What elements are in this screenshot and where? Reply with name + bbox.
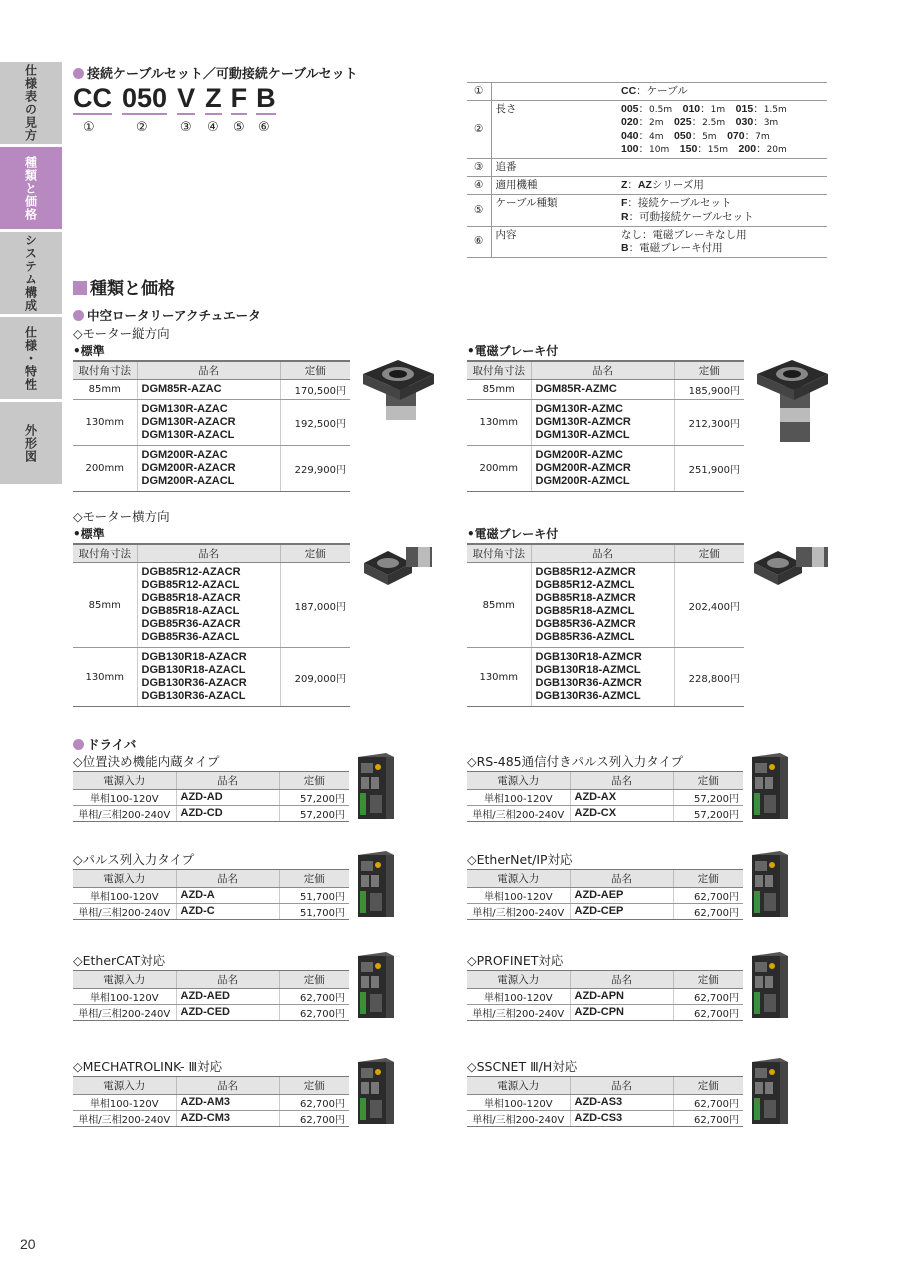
column-header: 品名: [176, 971, 279, 989]
driver-type-title: ◇MECHATROLINK- Ⅲ対応: [73, 1059, 223, 1074]
model-name: AZD-AEP: [570, 888, 673, 904]
model-name: DGB130R18-AZACL: [141, 664, 246, 676]
table-row: [467, 563, 744, 648]
column-header: 電源入力: [73, 1077, 176, 1095]
mount-size: 85mm: [467, 380, 531, 400]
model-name: DGB85R36-AZMCL: [535, 631, 635, 643]
table-header: [73, 1077, 349, 1095]
spec-value: CC：ケーブル: [617, 83, 827, 101]
model-name: DGB85R18-AZMCL: [535, 605, 635, 617]
model-name: AZD-AS3: [570, 1095, 673, 1111]
driver-type-title: ◇パルス列入力タイプ: [73, 852, 195, 867]
driver-type-title: ◇SSCNET Ⅲ/H対応: [467, 1059, 578, 1074]
vert-brake-label: •電磁ブレーキ付: [467, 344, 559, 358]
code-num-2: ②: [136, 120, 148, 135]
spec-value: なし：電磁ブレーキなし用 B：電磁ブレーキ付用: [617, 226, 827, 257]
model-name: DGM200R-AZMCL: [535, 475, 630, 487]
model-name: AZD-AX: [570, 790, 673, 806]
price: 185,900円: [674, 380, 744, 400]
driver-table: [467, 970, 743, 1021]
table-row: [73, 648, 350, 707]
spec-key: 適用機種: [491, 177, 617, 195]
code-part-v: V: [177, 84, 195, 115]
model-name: DGB85R12-AZACR: [141, 566, 241, 578]
table-header: [73, 772, 349, 790]
table-row: [467, 790, 743, 806]
model-names: [531, 380, 674, 400]
column-header: 品名: [137, 361, 280, 380]
driver-photo: [750, 849, 790, 919]
section-title: 種類と価格: [73, 274, 175, 299]
model-name: DGB85R18-AZACL: [141, 605, 240, 617]
horiz-brake-table: [467, 543, 744, 707]
sidebar-tab-system[interactable]: システム構成: [0, 232, 62, 314]
spec-row: [467, 226, 827, 257]
sidebar-nav: [0, 62, 62, 487]
model-name: DGM130R-AZMC: [535, 403, 623, 415]
price: 212,300円: [674, 400, 744, 446]
model-names: [531, 648, 674, 707]
column-header: 品名: [176, 772, 279, 790]
sidebar-tab-types-prices[interactable]: 種類と価格: [0, 147, 62, 229]
price: 51,700円: [279, 888, 349, 904]
code-num-6: ⑥: [258, 120, 270, 135]
column-header: 品名: [137, 544, 280, 563]
mount-size: 200mm: [467, 446, 531, 492]
column-header: 取付角寸法: [467, 544, 531, 563]
model-name: AZD-CM3: [176, 1111, 279, 1127]
table-row: [73, 1005, 349, 1021]
column-header: 品名: [176, 1077, 279, 1095]
model-names: [137, 563, 280, 648]
model-name: AZD-CEP: [570, 904, 673, 920]
mount-size: 85mm: [73, 380, 137, 400]
model-names: [531, 446, 674, 492]
price: 229,900円: [280, 446, 350, 492]
price: 187,000円: [280, 563, 350, 648]
table-header: [467, 361, 744, 380]
driver-type-title: ◇EtherCAT対応: [73, 953, 166, 968]
sidebar-tab-specs[interactable]: 仕様・特性: [0, 317, 62, 399]
code-num-3: ③: [180, 120, 192, 135]
table-row: [467, 1005, 743, 1021]
mount-size: 85mm: [467, 563, 531, 648]
spec-key: [491, 83, 617, 101]
power-input: 単相100-120V: [467, 790, 570, 806]
column-header: 定価: [279, 870, 349, 888]
column-header: 定価: [279, 971, 349, 989]
price: 62,700円: [673, 904, 743, 920]
actuator-vertical-brake-photo: [752, 356, 832, 446]
price: 57,200円: [279, 790, 349, 806]
table-row: [73, 989, 349, 1005]
horiz-std-table: [73, 543, 350, 707]
code-part-f: F: [231, 84, 248, 115]
column-header: 定価: [673, 1077, 743, 1095]
model-name: DGM200R-AZACR: [141, 462, 236, 474]
model-name: DGM200R-AZMC: [535, 449, 623, 461]
mount-size: 130mm: [467, 648, 531, 707]
actuator-vertical-photo: [358, 356, 438, 426]
column-header: 電源入力: [467, 971, 570, 989]
spec-value: Z：AZシリーズ用: [617, 177, 827, 195]
price: 202,400円: [674, 563, 744, 648]
driver-table: [73, 970, 349, 1021]
spec-row: [467, 101, 827, 159]
mount-size: 200mm: [73, 446, 137, 492]
code-part-z: Z: [205, 84, 222, 115]
price: 192,500円: [280, 400, 350, 446]
vert-std-table: [73, 360, 350, 492]
driver-type-title: ◇PROFINET対応: [467, 953, 564, 968]
model-name: AZD-A: [176, 888, 279, 904]
spec-key: 内容: [491, 226, 617, 257]
table-row: [73, 790, 349, 806]
table-row: [467, 888, 743, 904]
column-header: 定価: [280, 544, 350, 563]
table-header: [467, 971, 743, 989]
model-name: AZD-CX: [570, 806, 673, 822]
model-names: [531, 400, 674, 446]
power-input: 単相100-120V: [73, 989, 176, 1005]
table-header: [73, 971, 349, 989]
column-header: 品名: [570, 772, 673, 790]
spec-num: ⑤: [467, 195, 491, 226]
model-name: AZD-CD: [176, 806, 279, 822]
price: 62,700円: [673, 1111, 743, 1127]
power-input: 単相/三相200-240V: [73, 1111, 176, 1127]
table-row: [73, 1111, 349, 1127]
code-num-5: ⑤: [233, 120, 245, 135]
table-header: [467, 544, 744, 563]
model-name: DGB130R18-AZACR: [141, 651, 247, 663]
column-header: 取付角寸法: [467, 361, 531, 380]
price: 62,700円: [673, 1005, 743, 1021]
table-header: [467, 772, 743, 790]
model-names: [137, 380, 280, 400]
driver-table: [73, 869, 349, 920]
mount-size: 130mm: [73, 400, 137, 446]
price: 62,700円: [279, 1095, 349, 1111]
price: 57,200円: [673, 806, 743, 822]
actuator-horizontal-photo: [360, 543, 436, 593]
driver-table: [467, 1076, 743, 1127]
column-header: 電源入力: [467, 1077, 570, 1095]
actuator-horizontal-brake-photo: [750, 543, 830, 593]
driver-type-title: ◇RS-485通信付きパルス列入力タイプ: [467, 754, 684, 769]
column-header: 定価: [674, 544, 744, 563]
spec-num: ③: [467, 159, 491, 177]
model-name: DGB130R36-AZMCR: [535, 677, 642, 689]
price: 57,200円: [279, 806, 349, 822]
spec-key: 長さ: [491, 101, 617, 159]
driver-photo: [356, 950, 396, 1020]
model-name: DGB85R36-AZACR: [141, 618, 241, 630]
spec-key: ケーブル種類: [491, 195, 617, 226]
model-names: [531, 563, 674, 648]
mount-size: 130mm: [73, 648, 137, 707]
model-name: AZD-AD: [176, 790, 279, 806]
driver-photo: [356, 751, 396, 821]
spec-num: ②: [467, 101, 491, 159]
column-header: 電源入力: [73, 870, 176, 888]
model-name: AZD-CS3: [570, 1111, 673, 1127]
model-name: DGB85R12-AZMCR: [535, 566, 636, 578]
model-name: DGB85R12-AZACL: [141, 579, 240, 591]
table-header: [73, 544, 350, 563]
model-name: DGB130R18-AZMCR: [535, 651, 642, 663]
column-header: 定価: [673, 772, 743, 790]
spec-value: [617, 159, 827, 177]
sidebar-tab-spec-guide[interactable]: 仕様表の見方: [0, 62, 62, 144]
table-row: [467, 989, 743, 1005]
table-row: [467, 380, 744, 400]
spec-row: [467, 159, 827, 177]
power-input: 単相/三相200-240V: [467, 1005, 570, 1021]
table-row: [467, 1111, 743, 1127]
driver-photo: [750, 1056, 790, 1126]
horiz-std-label: •標準: [73, 527, 105, 541]
model-name: DGM130R-AZMCR: [535, 416, 631, 428]
power-input: 単相/三相200-240V: [73, 806, 176, 822]
model-name: AZD-CED: [176, 1005, 279, 1021]
sidebar-tab-dimensions[interactable]: 外形図: [0, 402, 62, 484]
table-row: [467, 648, 744, 707]
code-part-length: 050: [122, 84, 167, 115]
table-row: [467, 904, 743, 920]
power-input: 単相100-120V: [467, 1095, 570, 1111]
code-part-cc: CC: [73, 84, 112, 115]
table-row: [467, 400, 744, 446]
column-header: 電源入力: [467, 772, 570, 790]
column-header: 定価: [673, 971, 743, 989]
spec-num: ①: [467, 83, 491, 101]
spec-key: 追番: [491, 159, 617, 177]
model-names: [137, 400, 280, 446]
column-header: 電源入力: [73, 971, 176, 989]
mount-size: 85mm: [73, 563, 137, 648]
column-header: 定価: [279, 772, 349, 790]
model-name: DGM200R-AZMCR: [535, 462, 631, 474]
power-input: 単相100-120V: [467, 989, 570, 1005]
table-row: [73, 888, 349, 904]
model-name: DGM85R-AZMC: [535, 383, 617, 395]
model-name: DGM200R-AZACL: [141, 475, 235, 487]
power-input: 単相100-120V: [73, 888, 176, 904]
spec-num: ④: [467, 177, 491, 195]
column-header: 定価: [673, 870, 743, 888]
power-input: 単相100-120V: [73, 790, 176, 806]
table-header: [73, 870, 349, 888]
power-input: 単相/三相200-240V: [73, 1005, 176, 1021]
model-name: DGB130R36-AZACL: [141, 690, 246, 702]
price: 51,700円: [279, 904, 349, 920]
actuator-heading: 中空ロータリーアクチュエータ: [73, 306, 261, 324]
spec-value: 005：0.5m 010：1m 015：1.5m 020：2m 025：2.5m 030：3m 040：4m 050：5m 070：7m 100：10m 150：15m 200：20m: [617, 101, 827, 159]
power-input: 単相/三相200-240V: [467, 904, 570, 920]
table-row: [73, 446, 350, 492]
table-header: [467, 870, 743, 888]
spec-row: [467, 83, 827, 101]
model-name: DGB85R18-AZACR: [141, 592, 241, 604]
model-name: DGM130R-AZAC: [141, 403, 228, 415]
driver-type-title: ◇EtherNet/IP対応: [467, 852, 573, 867]
price: 209,000円: [280, 648, 350, 707]
column-header: 定価: [279, 1077, 349, 1095]
price: 251,900円: [674, 446, 744, 492]
table-row: [73, 380, 350, 400]
price: 62,700円: [279, 1005, 349, 1021]
table-row: [73, 400, 350, 446]
spec-row: [467, 177, 827, 195]
power-input: 単相/三相200-240V: [467, 806, 570, 822]
column-header: 品名: [531, 361, 674, 380]
price: 62,700円: [673, 989, 743, 1005]
driver-photo: [356, 1056, 396, 1126]
table-row: [467, 1095, 743, 1111]
driver-photo: [356, 849, 396, 919]
driver-table: [467, 771, 743, 822]
model-name: DGM200R-AZAC: [141, 449, 228, 461]
price: 170,500円: [280, 380, 350, 400]
model-names: [137, 446, 280, 492]
code-spec-table: [467, 82, 827, 258]
spec-value: F：接続ケーブルセット R：可動接続ケーブルセット: [617, 195, 827, 226]
column-header: 品名: [176, 870, 279, 888]
table-row: [73, 1095, 349, 1111]
price: 57,200円: [673, 790, 743, 806]
column-header: 電源入力: [467, 870, 570, 888]
model-name: DGB130R18-AZMCL: [535, 664, 641, 676]
model-code: [73, 83, 276, 135]
driver-table: [73, 771, 349, 822]
driver-table: [467, 869, 743, 920]
driver-heading: ドライバ: [73, 735, 136, 753]
column-header: 品名: [531, 544, 674, 563]
price: 62,700円: [673, 1095, 743, 1111]
table-header: [467, 1077, 743, 1095]
code-part-b: B: [256, 84, 276, 115]
column-header: 電源入力: [73, 772, 176, 790]
column-header: 品名: [570, 870, 673, 888]
column-header: 品名: [570, 1077, 673, 1095]
driver-photo: [750, 751, 790, 821]
driver-table: [73, 1076, 349, 1127]
driver-type-title: ◇位置決め機能内蔵タイプ: [73, 754, 220, 769]
model-name: DGM130R-AZACR: [141, 416, 236, 428]
page-number: 20: [20, 1236, 36, 1252]
code-num-4: ④: [207, 120, 219, 135]
model-name: DGB85R36-AZACL: [141, 631, 240, 643]
model-name: DGB85R36-AZMCR: [535, 618, 636, 630]
model-name: AZD-CPN: [570, 1005, 673, 1021]
power-input: 単相/三相200-240V: [467, 1111, 570, 1127]
cable-set-heading: 接続ケーブルセット／可動接続ケーブルセット: [73, 63, 358, 82]
table-row: [73, 806, 349, 822]
table-row: [73, 563, 350, 648]
model-name: AZD-C: [176, 904, 279, 920]
table-header: [73, 361, 350, 380]
power-input: 単相/三相200-240V: [73, 904, 176, 920]
model-name: AZD-APN: [570, 989, 673, 1005]
column-header: 定価: [280, 361, 350, 380]
column-header: 取付角寸法: [73, 544, 137, 563]
vert-brake-table: [467, 360, 744, 492]
table-row: [73, 904, 349, 920]
model-names: [137, 648, 280, 707]
vert-std-label: •標準: [73, 344, 105, 358]
table-row: [467, 806, 743, 822]
column-header: 取付角寸法: [73, 361, 137, 380]
horiz-brake-label: •電磁ブレーキ付: [467, 527, 559, 541]
horizontal-heading: ◇モーター横方向: [73, 509, 170, 524]
price: 62,700円: [279, 989, 349, 1005]
model-name: DGM130R-AZACL: [141, 429, 235, 441]
model-name: DGB130R36-AZMCL: [535, 690, 641, 702]
price: 62,700円: [279, 1111, 349, 1127]
table-row: [467, 446, 744, 492]
model-name: DGB130R36-AZACR: [141, 677, 247, 689]
model-name: AZD-AED: [176, 989, 279, 1005]
column-header: 定価: [674, 361, 744, 380]
vertical-heading: ◇モーター縦方向: [73, 326, 170, 341]
mount-size: 130mm: [467, 400, 531, 446]
spec-row: [467, 195, 827, 226]
spec-num: ⑥: [467, 226, 491, 257]
power-input: 単相100-120V: [467, 888, 570, 904]
model-name: DGB85R12-AZMCL: [535, 579, 635, 591]
column-header: 品名: [570, 971, 673, 989]
driver-photo: [750, 950, 790, 1020]
price: 62,700円: [673, 888, 743, 904]
power-input: 単相100-120V: [73, 1095, 176, 1111]
code-num-1: ①: [83, 120, 95, 135]
price: 228,800円: [674, 648, 744, 707]
model-name: DGB85R18-AZMCR: [535, 592, 636, 604]
model-name: DGM130R-AZMCL: [535, 429, 630, 441]
model-name: AZD-AM3: [176, 1095, 279, 1111]
model-name: DGM85R-AZAC: [141, 383, 222, 395]
